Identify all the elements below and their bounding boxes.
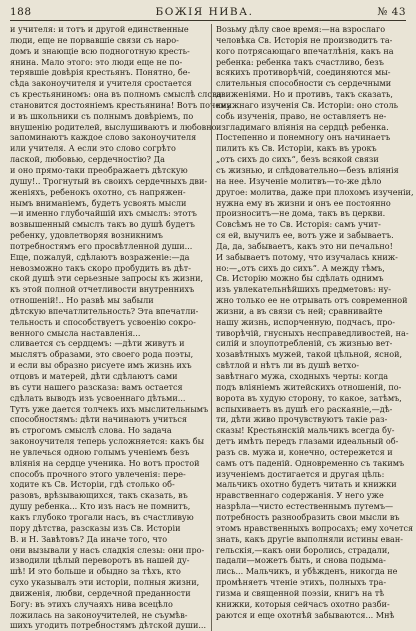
text-line: гельскія,—какъ они боролись, страдали, bbox=[216, 544, 390, 555]
text-line: ся ей, выучилъ ее, вотъ уже и забываетъ. bbox=[216, 230, 394, 241]
text-line: способъ прочного этого увлеченія: пере- bbox=[10, 468, 186, 479]
page-number: 188 bbox=[10, 6, 32, 18]
text-line: съ жизнью, и слѣдовательно—безъ вліянія bbox=[216, 164, 399, 175]
text-line: мыслятъ образами, это своего рода поэты, bbox=[10, 349, 194, 360]
text-line: но:—„отъ сихъ до сихъ“. А между тѣмъ, bbox=[216, 262, 385, 273]
text-line: они вызывали у насъ сладкія слезы: они про- bbox=[10, 544, 205, 555]
text-line: слительныя способности съ сердечными bbox=[216, 78, 392, 89]
text-line: или учителя. А если это слово согрѣто bbox=[10, 143, 176, 154]
text-line: и оно прямо-таки преображаетъ дѣтскую bbox=[10, 164, 188, 175]
text-line: свѣтлой и нѣтъ ли въ душѣ ветхо- bbox=[216, 360, 359, 371]
text-line: падали—можетъ быть, и снова подыма- bbox=[216, 555, 386, 566]
text-line: женіяхъ, ребенокъ охотно, съ напряжен- bbox=[10, 186, 186, 197]
text-line: разъ св. мужа и, конечно, остережется и bbox=[216, 446, 393, 457]
text-line: терявшіе довѣрія крестьянъ. Понятно, бе- bbox=[10, 67, 191, 78]
text-line: возвышенный смыслъ такъ во душѣ будетъ bbox=[10, 219, 195, 230]
text-line: янина. Мало этого: это люди еще не по- bbox=[10, 56, 183, 67]
text-line: детъ имѣть передъ глазами идеальный об- bbox=[216, 436, 399, 447]
text-line: разовъ, врѣзывающихся, такъ сказать, въ bbox=[10, 490, 188, 501]
text-line: сказы! Крестьянскій мальчикъ всегда бу- bbox=[216, 425, 395, 436]
text-line: и учителя: и тотъ и другой единственные bbox=[10, 24, 189, 34]
text-line: изводили цѣлый переворотъ въ нашей ду- bbox=[10, 555, 190, 566]
text-line: сѣда законоучителя и учителя сростается bbox=[10, 78, 192, 89]
text-line: человѣка Св. Исторія не производитъ та- bbox=[216, 34, 393, 45]
text-line: Возьму дѣлу свое время:—на взрослаго bbox=[216, 24, 386, 34]
text-line: жизни, а въ связи съ ней; сравнивайте bbox=[216, 305, 383, 316]
text-line: другое: молитва, даже при плохомъ изученіи, bbox=[216, 186, 414, 197]
text-line: завѣтнаго мужа, сходныхъ черты: когда bbox=[216, 371, 389, 381]
text-line: движенія, любви, сердечной преданности bbox=[10, 587, 191, 598]
text-line: нымъ вниманіемъ, будетъ усвоять мысли bbox=[10, 197, 187, 208]
text-line: нашу жизнь, испорченную, подчасъ, про- bbox=[216, 316, 395, 327]
text-line: жно только ее не отрывать отъ современной bbox=[216, 295, 408, 306]
text-line: венного смысла наставленія... bbox=[10, 327, 141, 338]
text-line: подъ вліяніемъ житейскихъ отношеній, по- bbox=[216, 381, 402, 392]
text-line: „отъ сихъ до сихъ“, безъ всякой связи bbox=[216, 154, 379, 165]
text-line: нужна ему въ жизни и онъ ее постоянно bbox=[216, 197, 391, 208]
right-column bbox=[211, 24, 414, 631]
text-line: вспыхиваетъ въ душѣ его раскаяніе,—дѣ- bbox=[216, 403, 393, 414]
text-line: силій и злоупотребленій, съ жизнью вет- bbox=[216, 338, 393, 349]
text-line: внушенію родителей, выслушиваютъ и любовно bbox=[10, 121, 217, 132]
text-line: способностямъ: дѣти начинаютъ учиться bbox=[10, 414, 187, 425]
header-rule bbox=[10, 20, 406, 21]
text-line: ребенка: ребенка такъ счастливо, безъ bbox=[216, 56, 384, 67]
text-line: ходите къ Св. Исторіи, гдѣ столько об- bbox=[10, 479, 175, 490]
text-line: ложилась на законоучителей, не съумѣв- bbox=[10, 609, 188, 620]
text-line: Тутъ уже дается толчекъ ихъ мыслительнымъ bbox=[10, 403, 209, 414]
text-line: потребностямъ его просвѣтленной души... bbox=[10, 240, 193, 251]
text-line: Богу: въ этихъ случаяхъ нива всецѣло bbox=[10, 598, 173, 609]
text-line: ской душѣ эти серьезные запросы къ жизни, bbox=[10, 273, 204, 284]
text-line: этомъ нравственныхъ вопросахъ; ему хочется bbox=[216, 522, 414, 533]
text-line: душу ребенка... Кто изъ насъ не помнитъ, bbox=[10, 501, 191, 512]
text-line: изъ увлекательнѣйшихъ предметовъ: ну- bbox=[216, 284, 392, 295]
text-line: лись... Мальчикъ, и убѣжденъ, никогда не bbox=[216, 566, 398, 577]
text-line: —и именно глубочайшій ихъ смыслъ: этотъ bbox=[10, 208, 197, 219]
issue-number: № 43 bbox=[377, 6, 406, 18]
text-line: промѣняетъ чтеніе этихъ, полныхъ тра- bbox=[216, 577, 387, 588]
text-line: знать, какъ другіе выполняли истины еван- bbox=[216, 533, 403, 544]
text-line: ребенку, удовлетворяя возникнимъ bbox=[10, 230, 163, 241]
text-line: лаской, любовью, сердечностію? Да bbox=[10, 154, 165, 165]
text-line: люди, еще не порвавшіе связи съ наро- bbox=[10, 34, 179, 45]
text-line: самъ отъ паденій. Одновременно съ такимъ bbox=[216, 457, 405, 468]
text-line: тельность и способствуетъ усвоенію сокро- bbox=[10, 316, 196, 327]
text-line: Еще, пожалуй, сдѣлаютъ возраженіе:—да bbox=[10, 251, 190, 262]
left-column bbox=[10, 24, 232, 631]
text-line: въ сути нашего разсказа: вамъ остается bbox=[10, 381, 183, 392]
text-line: изгладимаго вліянія на сердцѣ ребенка. bbox=[216, 121, 389, 132]
text-line: раются и еще охотнѣй забываются... Мнѣ bbox=[216, 609, 395, 620]
text-line: душу!.. Трогнутый въ своихъ сердечныхъ дви- bbox=[10, 175, 208, 186]
text-line: мальчикъ охотно будетъ читать и книжки bbox=[216, 479, 397, 490]
text-line: Св. Исторію можно бы сдѣлать однимъ bbox=[216, 273, 384, 284]
text-line: собь изученія, право, не оставляетъ не- bbox=[216, 110, 387, 121]
publication-title: БОЖІЯ НИВА. bbox=[155, 6, 254, 18]
text-line: и въ школьники съ полнымъ довѣріемъ, по bbox=[10, 110, 194, 121]
text-line: невозможно такъ скоро пробудить въ дѣт- bbox=[10, 262, 191, 273]
text-line: ворота въ худую сторону, то какое, затѣмъ, bbox=[216, 392, 402, 403]
text-line: тиворѣчій, гнусныхъ несправедливостей, на- bbox=[216, 327, 409, 338]
text-line: потребность разнообразить свои мысли въ bbox=[216, 511, 400, 522]
text-line: всякихъ противорѣчій, соединяются мы- bbox=[216, 67, 391, 78]
text-line: домъ и знающіе всю подноготную кресть- bbox=[10, 45, 190, 56]
text-line: сухо указывалъ эти исторіи, полныя жизни, bbox=[10, 577, 200, 588]
page-header bbox=[10, 6, 406, 18]
text-line: и если вы образно рисуете имъ жизнь ихъ bbox=[10, 360, 192, 371]
text-line: гизма и священной поэзіи, книгъ на тѣ bbox=[216, 587, 385, 598]
text-line: къ этой полной отчетливости внутреннихъ bbox=[10, 284, 195, 295]
text-line: нравственнаго содержанія. У него уже bbox=[216, 490, 384, 501]
text-line: ти, дѣти живо прочувствуютъ такіе раз- bbox=[216, 414, 388, 425]
text-line: сливается съ сердцемъ: —дѣти живутъ и bbox=[10, 338, 185, 349]
text-line: отношеній!.. Но развѣ мы забыли bbox=[10, 295, 154, 306]
text-line: сдѣлать выводъ изъ усвоеннаго дѣтьми... bbox=[10, 392, 186, 403]
text-line: шѣ! И это больше и обыдно за тѣхъ, кто bbox=[10, 566, 181, 577]
text-line: изученіемъ достигается и другая цѣль: bbox=[216, 468, 385, 479]
text-line: произноситъ—не дома, такъ въ церкви. bbox=[216, 208, 386, 219]
text-line: книжки, которыя сейчасъ охотно разби- bbox=[216, 598, 390, 609]
text-line: вліянія на сердце ученика. Но вотъ простой bbox=[10, 457, 200, 468]
text-columns bbox=[10, 24, 414, 631]
text-line: на нее. Изученіе молитвъ—то-же дѣло bbox=[216, 175, 382, 186]
text-line: Да, да, забываетъ, какъ это ни печально! bbox=[216, 240, 393, 251]
text-line: въ строгомъ смыслѣ слова. Но задача bbox=[10, 425, 172, 436]
text-line: пилить къ Св. Исторіи, какъ въ урокъ bbox=[216, 143, 377, 154]
text-line: хозавѣтныхъ мужей, такой цѣльной, ясной, bbox=[216, 349, 403, 360]
text-line: запоминаютъ каждое слово законоучителя bbox=[10, 132, 197, 143]
text-line: съ крестьяниномъ: она въ полномъ смыслѣ слова bbox=[10, 89, 222, 100]
text-line: не увлечься одною голымъ ученіемъ безъ bbox=[10, 446, 190, 457]
text-line: отцовъ и матерей, дѣти сдѣлаютъ сами bbox=[10, 371, 178, 381]
text-line: И забываетъ потому, что изучалась книж- bbox=[216, 251, 398, 262]
text-line: законоучителя теперь усложняется: какъ бы bbox=[10, 436, 205, 447]
text-line: назрѣла—чисто естественнымъ путемъ— bbox=[216, 501, 394, 512]
text-line: какъ глубоко трогали насъ, въ счастливую bbox=[10, 511, 194, 522]
text-line: В. и Н. Завѣтовъ? Да иначе того, что bbox=[10, 533, 168, 544]
text-line: шихъ угодить потребностямъ дѣтской души... bbox=[10, 620, 207, 631]
text-line: дѣтскую впечатлительность? Эта впечатли- bbox=[10, 305, 199, 316]
text-line: Совсѣмъ не то Св. Исторія: самъ учит- bbox=[216, 219, 381, 230]
text-line: пору дѣтства, разсказы изъ Св. Исторіи bbox=[10, 522, 181, 533]
text-line: кого потрясающаго впечатлѣнія, какъ на bbox=[216, 45, 394, 56]
text-line: движеніями. Но и противъ, такъ сказать, bbox=[216, 89, 393, 100]
text-line: становится достояніемъ крестьянина! Вотъ почему bbox=[10, 99, 232, 110]
text-line: книжнаго изученія Св. Исторіи: оно столь bbox=[216, 99, 399, 110]
text-line: Постепенно и понемногу онъ начинаетъ bbox=[216, 132, 391, 143]
